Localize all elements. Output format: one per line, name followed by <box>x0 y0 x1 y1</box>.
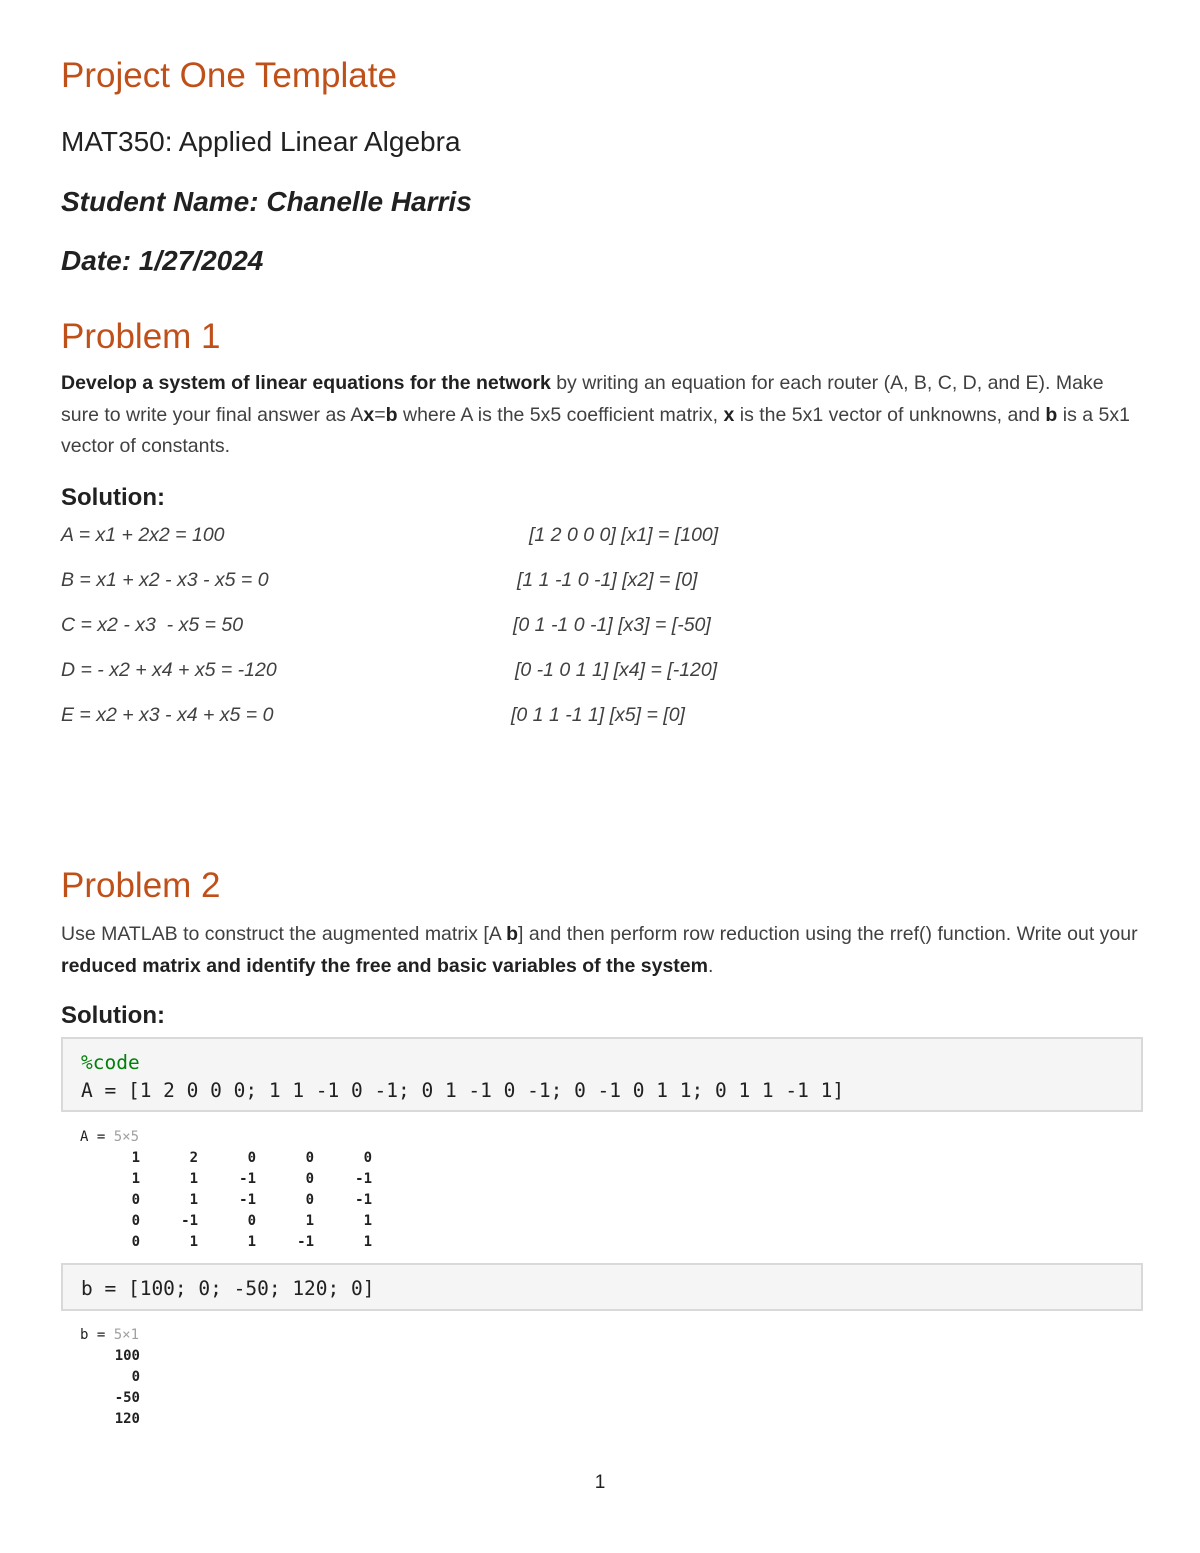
matrix-cell: -1 <box>297 1234 314 1250</box>
equation-a: A = x1 + 2x2 = 100 <box>61 524 225 546</box>
prompt-text: is the 5x1 vector of unknowns, and <box>734 403 1046 426</box>
problem-2-solution-label: Solution: <box>61 1002 165 1029</box>
matrix-a-row <box>100 1150 372 1171</box>
prompt-bold: Develop a system of linear equations for the network <box>61 372 551 394</box>
code-comment: %code <box>81 1051 140 1074</box>
equation-b: B = x1 + x2 - x3 - x5 = 0 <box>61 569 269 591</box>
x-vector-bold: x <box>723 403 735 426</box>
prompt-text: where A is the 5x5 coefficient matrix, <box>397 403 724 426</box>
vector-cell: 100 <box>114 1348 140 1364</box>
problem-1-heading: Problem 1 <box>61 317 221 356</box>
matrix-cell: 1 <box>189 1192 198 1208</box>
b-vector-bold: b <box>1045 403 1058 426</box>
matrix-cell: 0 <box>305 1192 314 1208</box>
matrix-cell: 1 <box>363 1213 372 1229</box>
matrix-cell: 1 <box>131 1171 140 1187</box>
student-name: Student Name: Chanelle Harris <box>61 186 472 217</box>
matrix-row-3: [0 1 -1 0 -1] [x3] = [-50] <box>513 614 711 636</box>
matrix-row-2: [1 1 -1 0 -1] [x2] = [0] <box>517 569 698 591</box>
matrix-row-1: [1 2 0 0 0] [x1] = [100] <box>529 524 719 546</box>
problem-1-solution-label: Solution: <box>61 484 165 511</box>
matrix-cell: -1 <box>239 1192 256 1208</box>
output-vector-b <box>100 1348 140 1432</box>
matrix-cell: -1 <box>239 1171 256 1187</box>
problem-2-heading: Problem 2 <box>61 866 221 905</box>
prompt-text: Use MATLAB to construct the augmented matrix [A <box>61 923 507 945</box>
output-a-label <box>80 1129 139 1145</box>
equation-d: D = - x2 + x4 + x5 = -120 <box>61 659 277 681</box>
problem-2-prompt <box>61 919 1141 982</box>
document-title: Project One Template <box>61 56 397 95</box>
matrix-a-row <box>100 1192 372 1213</box>
vector-cell: 120 <box>114 1411 140 1427</box>
matrix-cell: 0 <box>131 1192 140 1208</box>
output-name: A = <box>80 1129 114 1145</box>
matrix-cell: 0 <box>131 1213 140 1229</box>
matrix-cell: 1 <box>189 1171 198 1187</box>
equals-sign: = <box>374 403 386 426</box>
equation-e: E = x2 + x3 - x4 + x5 = 0 <box>61 704 274 726</box>
matrix-cell: 1 <box>247 1234 256 1250</box>
matrix-cell: 0 <box>247 1213 256 1229</box>
prompt-text: by writing an equation for each router (A, B, C, D, and E). Make sure to write your final answer as A <box>61 372 1104 426</box>
vector-cell: -50 <box>114 1390 140 1406</box>
matrix-cell: 0 <box>363 1150 372 1166</box>
matrix-cell: 0 <box>305 1150 314 1166</box>
date-line: Date: 1/27/2024 <box>61 245 264 276</box>
output-size: 5×5 <box>113 1129 140 1145</box>
matrix-cell: -1 <box>355 1171 372 1187</box>
prompt-bold: reduced matrix and identify the free and basic variables of the system <box>61 954 708 977</box>
matrix-cell: 1 <box>305 1213 314 1229</box>
matrix-a-row <box>100 1171 372 1192</box>
x-vector-bold: x <box>363 403 375 426</box>
matrix-cell: 0 <box>131 1234 140 1250</box>
vector-cell: 0 <box>131 1369 140 1385</box>
matrix-row-4: [0 -1 0 1 1] [x4] = [-120] <box>515 659 718 681</box>
matrix-cell: 0 <box>247 1150 256 1166</box>
page-number: 1 <box>594 1472 606 1493</box>
problem-1-prompt <box>61 368 1141 463</box>
b-vector-bold: b <box>385 403 398 426</box>
code-line-b: b = [100; 0; -50; 120; 0] <box>81 1277 375 1300</box>
matrix-a-row <box>100 1234 372 1255</box>
matrix-a-row <box>100 1213 372 1234</box>
code-cell-vector-b[interactable] <box>61 1263 1143 1311</box>
output-b-label <box>80 1327 139 1343</box>
matrix-row-5: [0 1 1 -1 1] [x5] = [0] <box>511 704 685 726</box>
output-size: 5×1 <box>113 1327 140 1343</box>
prompt-text: is a 5x1 vector of constants. <box>61 403 1130 457</box>
matrix-cell: -1 <box>355 1192 372 1208</box>
equation-c: C = x2 - x3 - x5 = 50 <box>61 614 244 636</box>
matrix-cell: 2 <box>189 1150 198 1166</box>
matrix-cell: 1 <box>131 1150 140 1166</box>
output-name: b = <box>80 1327 114 1343</box>
b-vector-bold: b <box>506 923 519 945</box>
matrix-cell: -1 <box>181 1213 198 1229</box>
code-line-a: A = [1 2 0 0 0; 1 1 -1 0 -1; 0 1 -1 0 -1; 0 -1 0 1 1; 0 1 1 -1 1] <box>81 1079 845 1102</box>
output-matrix-a <box>100 1150 372 1255</box>
matrix-cell: 0 <box>305 1171 314 1187</box>
prompt-text: . <box>707 954 714 977</box>
course-title: MAT350: Applied Linear Algebra <box>61 126 461 157</box>
matrix-cell: 1 <box>363 1234 372 1250</box>
matrix-cell: 1 <box>189 1234 198 1250</box>
code-cell-matrix-a[interactable] <box>61 1037 1143 1112</box>
prompt-text: ] and then perform row reduction using the rref() function. Write out your <box>518 923 1138 945</box>
